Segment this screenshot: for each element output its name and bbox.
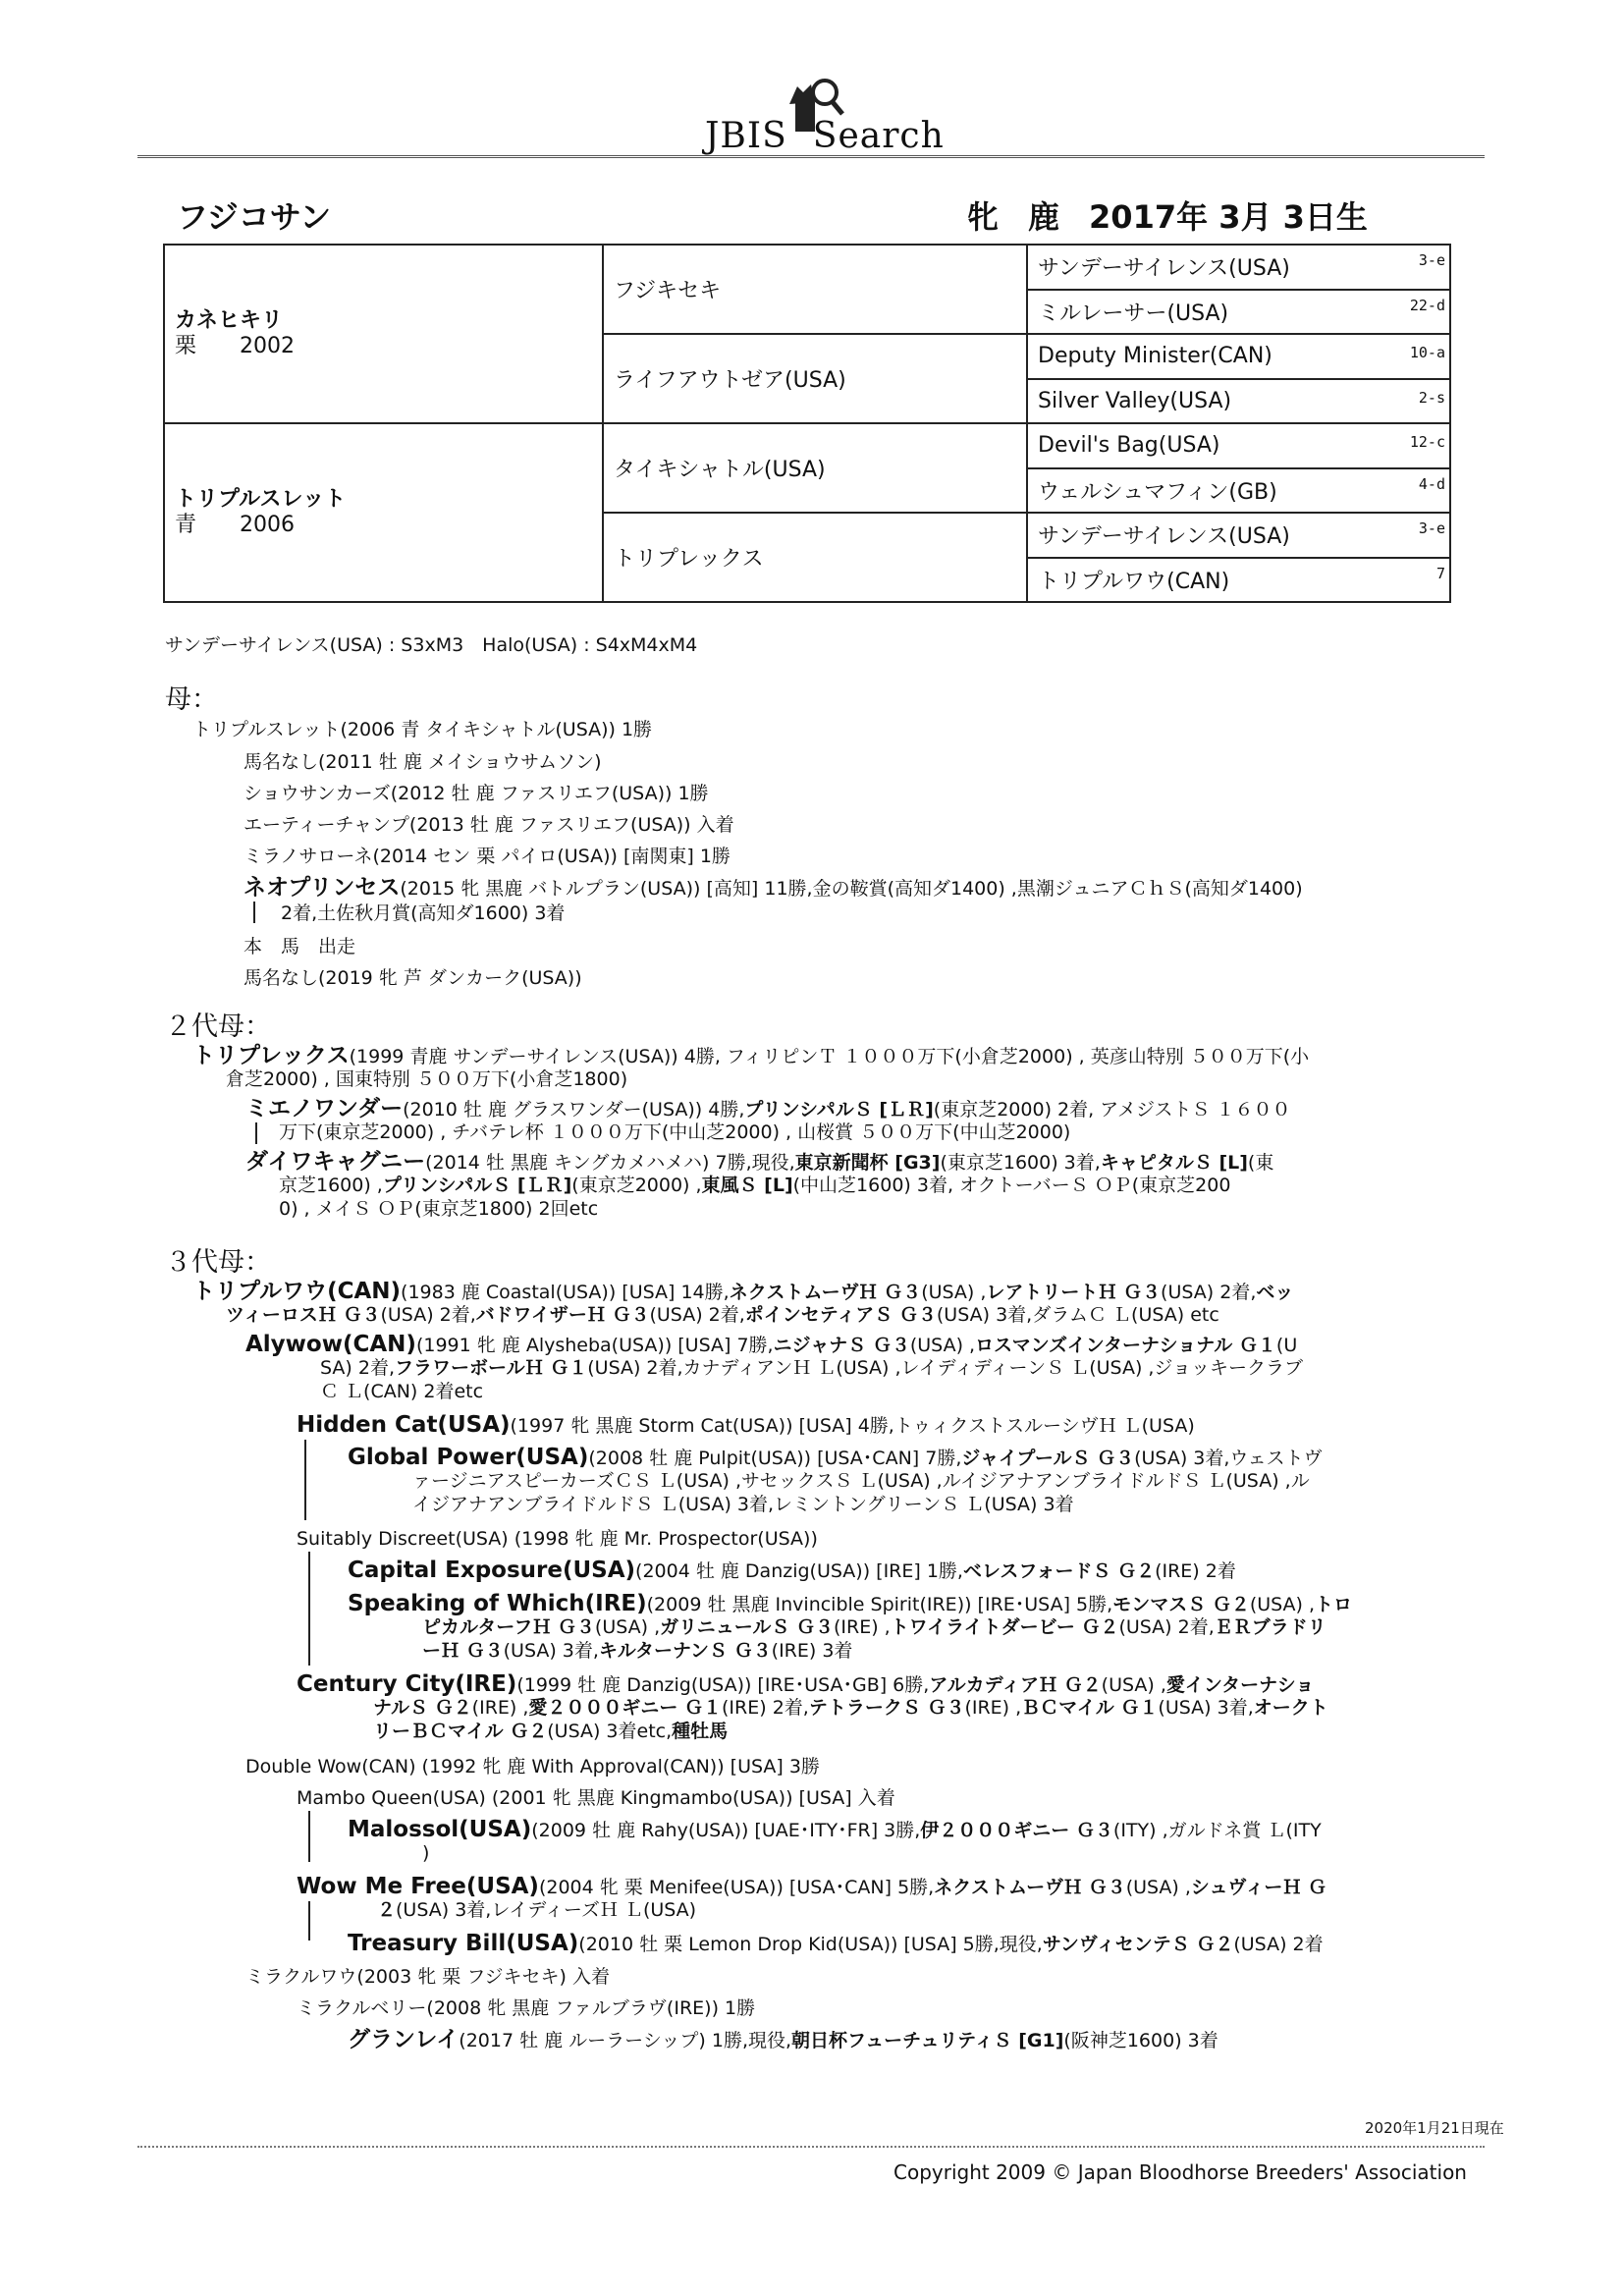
family-line: グランレイ(2017 牡 鹿 ルーラーシップ) 1勝,現役,朝日杯フューチュリティＳ [G1](阪神芝1600) 3着	[348, 2027, 1218, 2052]
pedigree-great-2: ミルレーサー(USA) 22-d	[1027, 290, 1450, 335]
family-line: リーＢＣマイル Ｇ２(USA) 3着etc,種牡馬	[373, 1721, 729, 1742]
pedigree-grandsire: フジキセキ	[603, 245, 1027, 334]
family-line: 馬名なし(2011 牡 鹿 メイショウサムソン)	[244, 751, 602, 773]
family-line: 馬名なし(2019 牝 芦 ダンカーク(USA))	[244, 967, 582, 989]
section-3rd-dam-heading: ３代母：	[165, 1247, 271, 1278]
as-of-date: 2020年1月21日現在	[1365, 2119, 1504, 2137]
horse-name: フジコサン	[177, 198, 332, 236]
family-line: Wow Me Free(USA)(2004 牝 栗 Menifee(USA)) [USA･CAN] 5勝,ネクストムーヴＨ Ｇ３(USA) ,シュヴィーＨ Ｇ	[297, 1874, 1327, 1899]
pedigree-great-1: サンデーサイレンス(USA) 3-e	[1027, 245, 1450, 290]
pedigree-great-6: ウェルシュマフィン(GB) 4-d	[1027, 468, 1450, 514]
section-dam-heading: 母：	[165, 684, 218, 715]
family-line: ネオプリンセス(2015 牝 黒鹿 バトルプラン(USA)) [高知] 11勝,金の鞍賞(高知ダ1400) ,黒潮ジュニアＣｈＳ(高知ダ1400)	[244, 875, 1303, 901]
header-divider	[137, 155, 1485, 158]
horse-sex: 牝	[967, 198, 1000, 236]
family-line: ダイワキャグニー(2014 牡 黒鹿 キングカメハメハ) 7勝,現役,東京新聞杯 [G3](東京芝1600) 3着,キャピタルＳ [L](東	[245, 1149, 1274, 1175]
tree-connector	[253, 902, 255, 923]
family-line: トリプルスレット(2006 青 タイキシャトル(USA)) 1勝	[192, 719, 653, 740]
pedigree-great-7: サンデーサイレンス(USA) 3-e	[1027, 513, 1450, 558]
family-line: 万下(東京芝2000) , チバテレ杯 １０００万下(中山芝2000) , 山桜賞 ５００万下(中山芝2000)	[279, 1121, 1071, 1143]
pedigree-sire: カネヒキリ 栗 2002	[164, 245, 603, 423]
tree-connector	[308, 1811, 310, 1862]
section-2nd-dam-heading: ２代母：	[165, 1011, 271, 1042]
family-line: Treasury Bill(USA)(2010 牡 栗 Lemon Drop Kid(USA)) [USA] 5勝,現役,サンヴィセンテＳ Ｇ２(USA) 2着	[348, 1931, 1324, 1956]
family-line: エーティーチャンプ(2013 牡 鹿 ファスリエフ(USA)) 入着	[244, 814, 734, 836]
family-line: Century City(IRE)(1999 牡 鹿 Danzig(USA)) [IRE･USA･GB] 6勝,アルカディアＨ Ｇ２(USA) ,愛インターナショ	[297, 1671, 1315, 1697]
family-line: ２(USA) 3着,レイディーズＨ Ｌ(USA)	[377, 1899, 697, 1921]
pedigree-great-3: Deputy Minister(CAN) 10-a	[1027, 334, 1450, 379]
tree-connector	[308, 1552, 310, 1666]
pedigree-great-4: Silver Valley(USA) 2-s	[1027, 379, 1450, 424]
family-line: ミラクルワウ(2003 牝 栗 フジキセキ) 入着	[245, 1966, 611, 1988]
family-line: ツィーロスＨ Ｇ３(USA) 2着,バドワイザーＨ Ｇ３(USA) 2着,ポインセティアＳ Ｇ３(USA) 3着,ダラムＣ Ｌ(USA) etc	[226, 1304, 1219, 1326]
tree-connector	[255, 1122, 257, 1144]
family-line: トリプレックス(1999 青鹿 サンデーサイレンス(USA)) 4勝, フィリピンＴ １０００万下(小倉芝2000) , 英彦山特別 ５００万下(小	[192, 1043, 1310, 1068]
family-line: 0) , メイＳ ＯＰ(東京芝1800) 2回etc	[279, 1198, 599, 1220]
family-line: イジアナアンブライドルドＳ Ｌ(USA) 3着,レミントングリーンＳ Ｌ(USA) 3着	[412, 1494, 1074, 1515]
horse-birth: 2017年 3月 3日生	[1089, 198, 1368, 236]
inbreeding-note: サンデーサイレンス(USA) : S3xM3 Halo(USA) : S4xM4xM4	[165, 634, 698, 656]
pedigree-granddam: トリプレックス	[603, 513, 1027, 602]
family-line: Capital Exposure(USA)(2004 牡 鹿 Danzig(USA)) [IRE] 1勝,ベレスフォードＳ Ｇ２(IRE) 2着	[348, 1558, 1236, 1583]
pedigree-table	[163, 244, 1451, 603]
family-line: 本 馬 出走	[244, 936, 356, 957]
pedigree-damsire: タイキシャトル(USA)	[603, 423, 1027, 513]
logo-text: JBIS Search	[705, 116, 945, 156]
family-line: ーＨ Ｇ３(USA) 3着,キルターナンＳ Ｇ３(IRE) 3着	[422, 1640, 853, 1662]
horse-info	[967, 192, 1397, 238]
pedigree-great-5: Devil's Bag(USA) 12-c	[1027, 423, 1450, 468]
family-line: Global Power(USA)(2008 牡 鹿 Pulpit(USA)) [USA･CAN] 7勝,ジャイプールＳ Ｇ３(USA) 3着,ウェストヴ	[348, 1445, 1323, 1470]
tree-connector	[308, 1901, 310, 1941]
family-line: Alywow(CAN)(1991 牝 鹿 Alysheba(USA)) [USA] 7勝,ニジャナＳ Ｇ３(USA) ,ロスマンズインターナショナル Ｇ１(U	[245, 1332, 1298, 1357]
family-line: Speaking of Which(IRE)(2009 牡 黒鹿 Invincible Spirit(IRE)) [IRE･USA] 5勝,モンマスＳ Ｇ２(USA) ,トロ	[348, 1591, 1353, 1616]
family-line: ミラクルベリー(2008 牝 黒鹿 ファルブラヴ(IRE)) 1勝	[297, 1997, 756, 2019]
family-line: ァージニアスピーカーズＣＳ Ｌ(USA) ,サセックスＳ Ｌ(USA) ,ルイジアナアンブライドルドＳ Ｌ(USA) ,ル	[412, 1470, 1310, 1492]
family-line: Mambo Queen(USA) (2001 牝 黒鹿 Kingmambo(USA)) [USA] 入着	[297, 1787, 895, 1809]
pedigree-granddam-sire-side: ライフアウトゼア(USA)	[603, 334, 1027, 423]
family-line: トリプルワウ(CAN)(1983 鹿 Coastal(USA)) [USA] 14勝,ネクストムーヴＨ Ｇ３(USA) ,レアトリートＨ Ｇ３(USA) 2着,ベッ	[192, 1279, 1294, 1304]
family-line: 2着,土佐秋月賞(高知ダ1600) 3着	[281, 902, 566, 924]
family-line: Ｃ Ｌ(CAN) 2着etc	[320, 1381, 484, 1402]
family-line: 倉芝2000) , 国東特別 ５００万下(小倉芝1800)	[226, 1068, 628, 1090]
horse-color: 鹿	[1028, 198, 1060, 236]
pedigree-dam: トリプルスレット 青 2006	[164, 423, 603, 602]
family-line: ピカルターフＨ Ｇ３(USA) ,ガリニュールＳ Ｇ３(IRE) ,トワイライトダービー Ｇ２(USA) 2着,ＥＲブラドリ	[422, 1616, 1326, 1638]
family-line: ナルＳ Ｇ２(IRE) ,愛２０００ギニー Ｇ１(IRE) 2着,テトラークＳ Ｇ３(IRE) ,ＢＣマイル Ｇ１(USA) 3着,オークト	[373, 1697, 1328, 1719]
family-line: Malossol(USA)(2009 牡 鹿 Rahy(USA)) [UAE･ITY･FR] 3勝,伊２０００ギニー Ｇ３(ITY) ,ガルドネ賞 Ｌ(ITY	[348, 1817, 1322, 1842]
family-line: )	[422, 1842, 430, 1864]
family-line: 京芝1600) ,プリンシパルＳ [ＬＲ](東京芝2000) ,東風Ｓ [L](中山芝1600) 3着, オクトーバーＳ ＯＰ(東京芝200	[279, 1175, 1231, 1196]
family-line: ミラノサローネ(2014 セン 栗 パイロ(USA)) [南関東] 1勝	[244, 846, 731, 867]
family-line: SA) 2着,フラワーボールＨ Ｇ１(USA) 2着,カナディアンＨ Ｌ(USA) ,レイディディーンＳ Ｌ(USA) ,ジョッキークラブ	[320, 1357, 1304, 1379]
footer-divider	[137, 2146, 1485, 2148]
jbis-search-logo	[705, 71, 945, 159]
family-line: Double Wow(CAN) (1992 牝 鹿 With Approval(CAN)) [USA] 3勝	[245, 1756, 820, 1777]
family-line: Hidden Cat(USA)(1997 牝 黒鹿 Storm Cat(USA)) [USA] 4勝,トゥィクストスルーシヴＨ Ｌ(USA)	[297, 1412, 1195, 1438]
family-line: ショウサンカーズ(2012 牡 鹿 ファスリエフ(USA)) 1勝	[244, 783, 709, 804]
copyright: Copyright 2009 © Japan Bloodhorse Breeders' Association	[893, 2160, 1467, 2184]
family-line: ミエノワンダー(2010 牡 鹿 グラスワンダー(USA)) 4勝,プリンシパルＳ [ＬＲ](東京芝2000) 2着, アメジストＳ １６００	[245, 1096, 1291, 1121]
pedigree-great-8: トリプルワウ(CAN) 7	[1027, 558, 1450, 603]
tree-connector	[304, 1440, 306, 1520]
family-line: Suitably Discreet(USA) (1998 牝 鹿 Mr. Prospector(USA))	[297, 1528, 818, 1550]
